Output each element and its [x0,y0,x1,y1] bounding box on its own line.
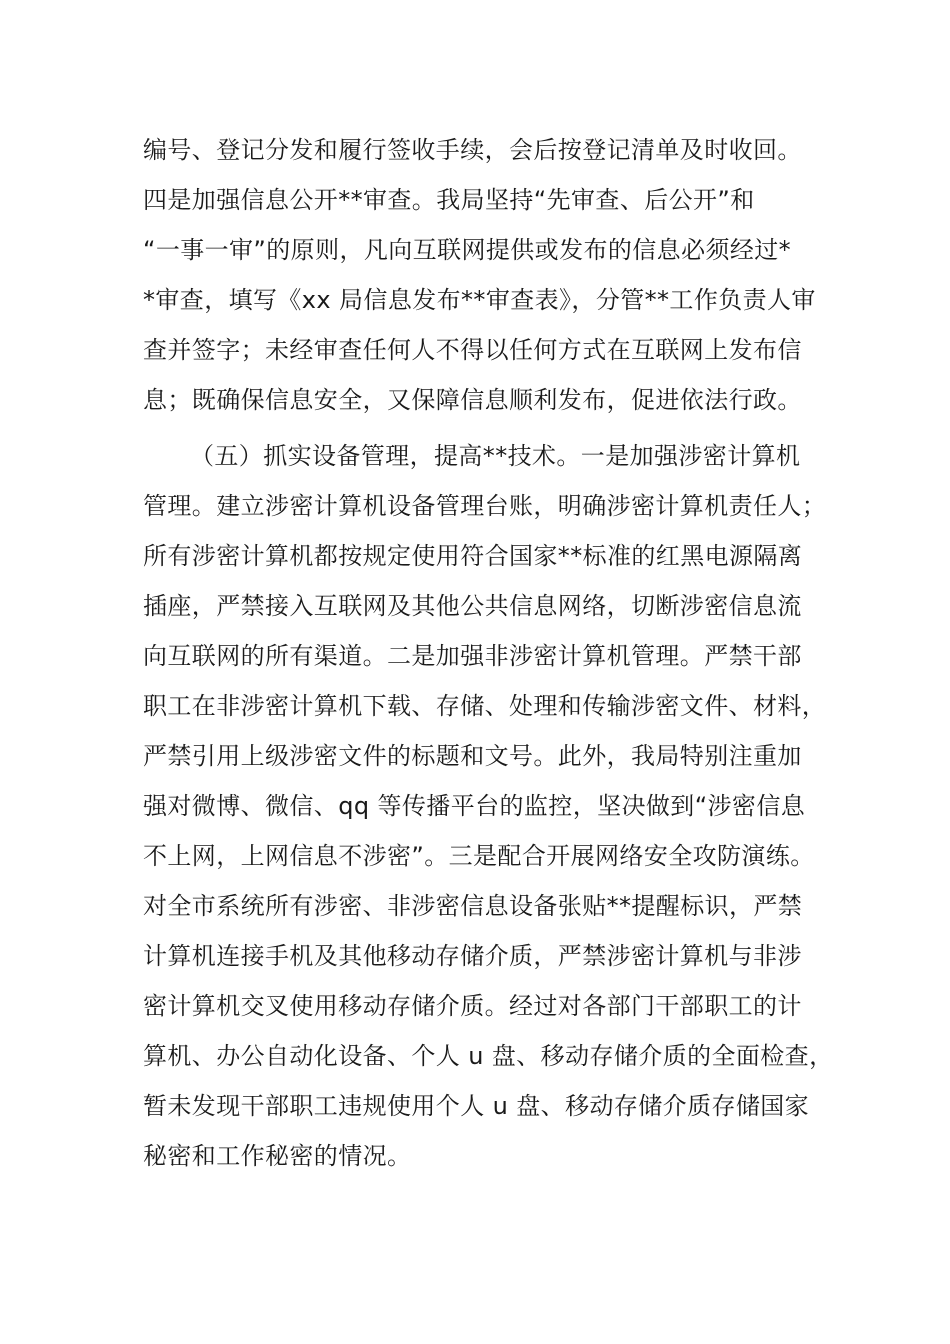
text-line: 算机、办公自动化设备、个人 u 盘、移动存储介质的全面检查， [143,1042,834,1070]
text-line: 强对微博、微信、qq 等传播平台的监控，坚决做到“涉密信息 [143,792,806,820]
text-line: 所有涉密计算机都按规定使用符合国家**标准的红黑电源隔离 [143,542,803,570]
text-line: *审查，填写《xx 局信息发布**审查表》，分管**工作负责人审 [143,286,816,314]
section-heading-line: （五）抓实设备管理，提高**技术。一是加强涉密计算机 [190,442,801,470]
text-line: 计算机连接手机及其他移动存储介质，严禁涉密计算机与非涉 [143,942,802,970]
text-line: 职工在非涉密计算机下载、存储、处理和传输涉密文件、材料， [143,692,827,720]
text-line: 秘密和工作秘密的情况。 [143,1142,412,1170]
text-line: 查并签字；未经审查任何人不得以任何方式在互联网上发布信 [143,336,802,364]
text-line: 编号、登记分发和履行签收手续，会后按登记清单及时收回。 [143,136,802,164]
text-line: 息；既确保信息安全，又保障信息顺利发布，促进依法行政。 [143,386,802,414]
text-line: 向互联网的所有渠道。二是加强非涉密计算机管理。严禁干部 [143,642,802,670]
text-line: 插座，严禁接入互联网及其他公共信息网络，切断涉密信息流 [143,592,802,620]
text-line: 管理。建立涉密计算机设备管理台账，明确涉密计算机责任人； [143,492,827,520]
text-line: “一事一审”的原则，凡向互联网提供或发布的信息必须经过* [143,236,792,264]
text-line: 四是加强信息公开**审查。我局坚持“先审查、后公开”和 [143,186,755,214]
text-line: 严禁引用上级涉密文件的标题和文号。此外，我局特别注重加 [143,742,802,770]
text-line: 对全市系统所有涉密、非涉密信息设备张贴**提醒标识，严禁 [143,892,803,920]
text-line: 不上网，上网信息不涉密”。三是配合开展网络安全攻防演练。 [143,842,815,870]
text-line: 密计算机交叉使用移动存储介质。经过对各部门干部职工的计 [143,992,802,1020]
text-line: 暂未发现干部职工违规使用个人 u 盘、移动存储介质存储国家 [143,1092,810,1120]
